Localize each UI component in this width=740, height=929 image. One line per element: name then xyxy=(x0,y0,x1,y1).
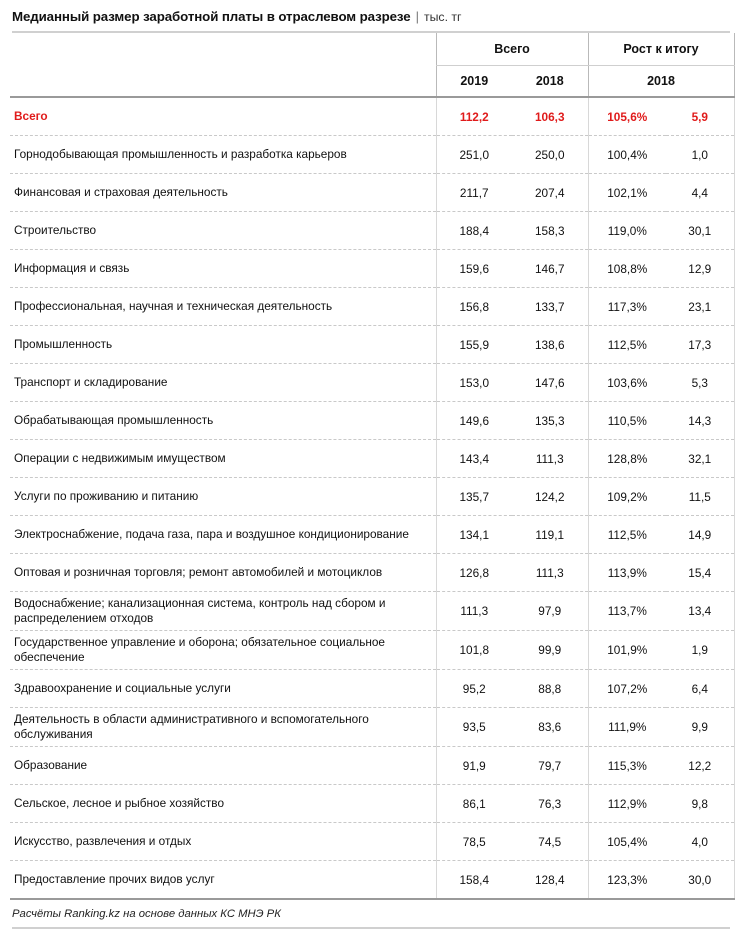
row-value-2018: 138,6 xyxy=(512,326,588,364)
row-growth-diff: 5,9 xyxy=(666,97,734,136)
title-separator: | xyxy=(415,9,419,24)
row-value-2019: 126,8 xyxy=(436,554,512,592)
row-industry-name: Транспорт и складирование xyxy=(10,364,436,402)
row-growth-diff: 9,9 xyxy=(666,708,734,747)
row-value-2018: 106,3 xyxy=(512,97,588,136)
row-growth-diff: 11,5 xyxy=(666,478,734,516)
row-industry-name: Государственное управление и оборона; обязательное социальное обеспечение xyxy=(10,631,436,670)
row-growth-diff: 12,2 xyxy=(666,747,734,785)
table-row xyxy=(10,785,734,823)
row-industry-name: Здравоохранение и социальные услуги xyxy=(10,670,436,708)
row-growth-diff: 12,9 xyxy=(666,250,734,288)
row-value-2018: 128,4 xyxy=(512,861,588,900)
row-growth-percent: 112,5% xyxy=(588,516,666,554)
row-growth-diff: 1,0 xyxy=(666,136,734,174)
row-value-2019: 93,5 xyxy=(436,708,512,747)
row-growth-percent: 113,7% xyxy=(588,592,666,631)
row-value-2018: 111,3 xyxy=(512,440,588,478)
salary-data-table xyxy=(10,33,735,900)
row-value-2019: 158,4 xyxy=(436,861,512,900)
row-value-2018: 83,6 xyxy=(512,708,588,747)
source-footnote: Расчёты Ranking.kz на основе данных КС МНЭ РК xyxy=(12,908,281,920)
header-col-2018: 2018 xyxy=(512,66,588,98)
row-growth-diff: 13,4 xyxy=(666,592,734,631)
row-industry-name: Образование xyxy=(10,747,436,785)
row-value-2018: 99,9 xyxy=(512,631,588,670)
table-row xyxy=(10,708,734,747)
page-title-main: Медианный размер заработной платы в отраслевом разрезе xyxy=(12,9,411,24)
row-value-2018: 158,3 xyxy=(512,212,588,250)
header-group-total: Всего xyxy=(436,33,588,66)
row-growth-percent: 109,2% xyxy=(588,478,666,516)
row-value-2019: 112,2 xyxy=(436,97,512,136)
row-industry-name: Услуги по проживанию и питанию xyxy=(10,478,436,516)
row-value-2018: 133,7 xyxy=(512,288,588,326)
row-industry-name: Промышленность xyxy=(10,326,436,364)
row-value-2019: 78,5 xyxy=(436,823,512,861)
row-value-2018: 88,8 xyxy=(512,670,588,708)
table-row xyxy=(10,250,734,288)
row-growth-percent: 103,6% xyxy=(588,364,666,402)
header-spacer xyxy=(10,33,436,66)
row-growth-percent: 108,8% xyxy=(588,250,666,288)
row-growth-diff: 4,4 xyxy=(666,174,734,212)
table-row xyxy=(10,670,734,708)
table-row xyxy=(10,136,734,174)
table-row xyxy=(10,478,734,516)
row-growth-diff: 6,4 xyxy=(666,670,734,708)
header-col-2019: 2019 xyxy=(436,66,512,98)
row-value-2018: 124,2 xyxy=(512,478,588,516)
row-value-2018: 250,0 xyxy=(512,136,588,174)
row-value-2019: 95,2 xyxy=(436,670,512,708)
row-growth-percent: 115,3% xyxy=(588,747,666,785)
row-industry-name: Деятельность в области административного и вспомогательного обслуживания xyxy=(10,708,436,747)
row-industry-name: Операции с недвижимым имуществом xyxy=(10,440,436,478)
table-row xyxy=(10,631,734,670)
table-row xyxy=(10,326,734,364)
row-growth-percent: 110,5% xyxy=(588,402,666,440)
table-row xyxy=(10,747,734,785)
table-row xyxy=(10,554,734,592)
row-value-2018: 76,3 xyxy=(512,785,588,823)
table-row xyxy=(10,288,734,326)
row-growth-diff: 4,0 xyxy=(666,823,734,861)
row-value-2019: 159,6 xyxy=(436,250,512,288)
title-unit: тыс. тг xyxy=(423,10,462,24)
row-value-2019: 156,8 xyxy=(436,288,512,326)
row-value-2018: 147,6 xyxy=(512,364,588,402)
table-header xyxy=(10,33,734,97)
row-growth-percent: 105,6% xyxy=(588,97,666,136)
row-value-2019: 155,9 xyxy=(436,326,512,364)
row-industry-name: Электроснабжение, подача газа, пара и воздушное кондиционирование xyxy=(10,516,436,554)
table-row xyxy=(10,823,734,861)
table-row xyxy=(10,861,734,900)
row-value-2019: 135,7 xyxy=(436,478,512,516)
row-industry-name: Горнодобывающая промышленность и разработка карьеров xyxy=(10,136,436,174)
row-industry-name: Профессиональная, научная и техническая деятельность xyxy=(10,288,436,326)
row-value-2019: 251,0 xyxy=(436,136,512,174)
row-value-2019: 149,6 xyxy=(436,402,512,440)
row-growth-percent: 102,1% xyxy=(588,174,666,212)
row-growth-percent: 128,8% xyxy=(588,440,666,478)
row-industry-name: Обрабатывающая промышленность xyxy=(10,402,436,440)
row-industry-name: Сельское, лесное и рыбное хозяйство xyxy=(10,785,436,823)
row-value-2018: 207,4 xyxy=(512,174,588,212)
row-growth-percent: 101,9% xyxy=(588,631,666,670)
row-industry-name: Финансовая и страховая деятельность xyxy=(10,174,436,212)
row-value-2019: 188,4 xyxy=(436,212,512,250)
row-growth-diff: 14,3 xyxy=(666,402,734,440)
row-growth-percent: 117,3% xyxy=(588,288,666,326)
table-row xyxy=(10,592,734,631)
row-growth-percent: 123,3% xyxy=(588,861,666,900)
row-value-2019: 143,4 xyxy=(436,440,512,478)
row-growth-diff: 32,1 xyxy=(666,440,734,478)
row-value-2019: 211,7 xyxy=(436,174,512,212)
row-growth-percent: 112,5% xyxy=(588,326,666,364)
row-industry-name: Информация и связь xyxy=(10,250,436,288)
row-value-2018: 135,3 xyxy=(512,402,588,440)
table-row xyxy=(10,174,734,212)
table-row xyxy=(10,402,734,440)
row-value-2019: 153,0 xyxy=(436,364,512,402)
table-row xyxy=(10,364,734,402)
row-growth-diff: 9,8 xyxy=(666,785,734,823)
row-value-2018: 119,1 xyxy=(512,516,588,554)
row-industry-name: Искусство, развлечения и отдых xyxy=(10,823,436,861)
header-group-row xyxy=(10,33,734,66)
row-value-2019: 134,1 xyxy=(436,516,512,554)
row-growth-diff: 30,0 xyxy=(666,861,734,900)
row-value-2018: 111,3 xyxy=(512,554,588,592)
row-value-2019: 101,8 xyxy=(436,631,512,670)
row-industry-name: Всего xyxy=(10,97,436,136)
table-row xyxy=(10,440,734,478)
row-growth-diff: 5,3 xyxy=(666,364,734,402)
table-row xyxy=(10,212,734,250)
header-col-growth-year: 2018 xyxy=(588,66,734,98)
page-title xyxy=(8,0,732,31)
row-growth-diff: 30,1 xyxy=(666,212,734,250)
row-value-2018: 97,9 xyxy=(512,592,588,631)
row-growth-percent: 111,9% xyxy=(588,708,666,747)
row-growth-diff: 1,9 xyxy=(666,631,734,670)
row-growth-percent: 113,9% xyxy=(588,554,666,592)
row-growth-percent: 105,4% xyxy=(588,823,666,861)
row-growth-percent: 119,0% xyxy=(588,212,666,250)
row-growth-diff: 17,3 xyxy=(666,326,734,364)
row-growth-percent: 100,4% xyxy=(588,136,666,174)
row-value-2019: 86,1 xyxy=(436,785,512,823)
header-spacer-2 xyxy=(10,66,436,98)
row-industry-name: Оптовая и розничная торговля; ремонт автомобилей и мотоциклов xyxy=(10,554,436,592)
header-group-growth: Рост к итогу xyxy=(588,33,734,66)
row-value-2018: 79,7 xyxy=(512,747,588,785)
table-row xyxy=(10,516,734,554)
row-industry-name: Предоставление прочих видов услуг xyxy=(10,861,436,900)
row-value-2018: 74,5 xyxy=(512,823,588,861)
table-body xyxy=(10,97,734,899)
row-value-2019: 111,3 xyxy=(436,592,512,631)
row-growth-diff: 15,4 xyxy=(666,554,734,592)
row-industry-name: Строительство xyxy=(10,212,436,250)
row-growth-diff: 14,9 xyxy=(666,516,734,554)
row-value-2018: 146,7 xyxy=(512,250,588,288)
row-growth-percent: 107,2% xyxy=(588,670,666,708)
row-value-2019: 91,9 xyxy=(436,747,512,785)
row-industry-name: Водоснабжение; канализационная система, контроль над сбором и распределением отходов xyxy=(10,592,436,631)
row-growth-diff: 23,1 xyxy=(666,288,734,326)
header-years-row xyxy=(10,66,734,98)
table-row xyxy=(10,97,734,136)
row-growth-percent: 112,9% xyxy=(588,785,666,823)
